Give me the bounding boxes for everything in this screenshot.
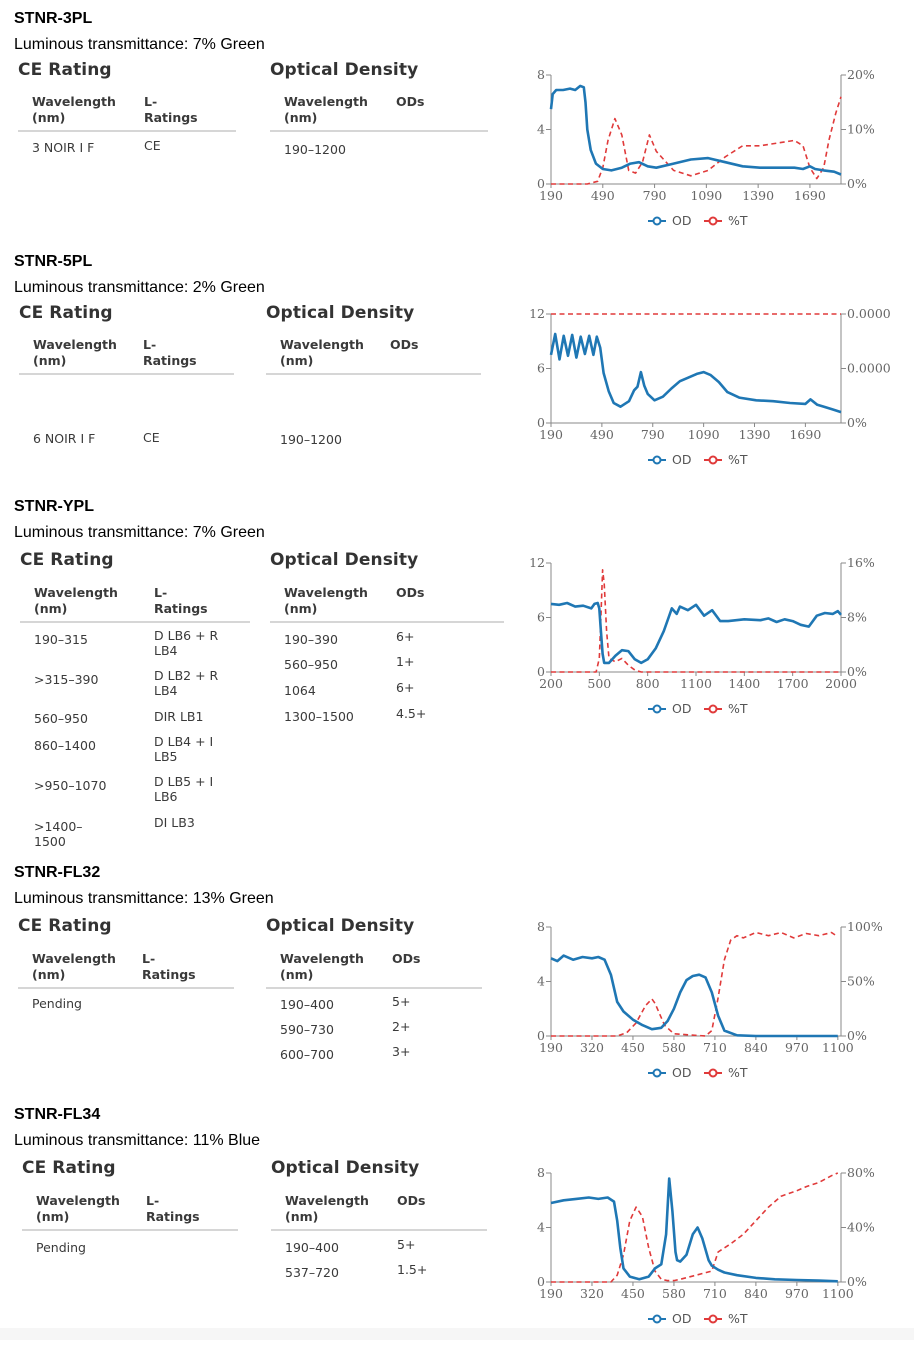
x-tick-label: 800 [635,676,660,691]
ce-cell-l-rating: DI LB3 [154,815,195,830]
x-tick-label: 970 [784,1040,809,1055]
ce-cell-wavelength: >950–1070 [34,778,107,793]
x-tick-label: 1090 [690,188,723,203]
od-cell-wavelength: 190–400 [285,1240,339,1255]
ce-cell-l-rating: D LB2 + R LB4 [154,668,219,698]
ce-col-wavelength: Wavelength (nm) [32,951,116,982]
y-tick-label-right: 0% [847,176,867,191]
od-cell-wavelength: 1300–1500 [284,709,354,724]
x-tick-label: 450 [621,1286,645,1301]
od-cell-wavelength: 537–720 [285,1265,339,1280]
y-tick-label-left: 4 [537,121,545,137]
y-tick-label-right: 0% [847,664,867,679]
transmittance-series-line [551,1173,838,1282]
x-tick-label: 840 [743,1286,768,1301]
optical-density-table [270,60,425,157]
x-tick-label: 790 [640,427,665,442]
od-cell-od-value: 4.5+ [396,706,427,721]
x-tick-label: 1400 [728,676,761,691]
y-tick-label-left: 8 [537,919,545,934]
od-cell-wavelength: 190–390 [284,632,338,647]
optical-density-heading: Optical Density [266,916,415,936]
table-divider [20,621,250,623]
x-tick-label: 2000 [825,676,857,691]
od-transmittance-chart [505,538,895,758]
table-divider [270,621,504,623]
ce-cell-wavelength: >1400–1500 [34,819,83,849]
ce-col-l-ratings: L-Ratings [143,337,197,368]
x-tick-label: 970 [784,1286,809,1301]
ce-cell-wavelength: 190–315 [34,632,88,647]
legend-od-label: OD [672,1311,692,1326]
x-tick-label: 840 [743,1040,768,1055]
table-divider [19,373,234,375]
legend-od-marker [654,218,661,225]
page-footer-strip [0,1328,914,1340]
y-tick-label-left: 0 [537,176,545,191]
od-col-ods: ODs [396,585,425,600]
product-name: STNR-3PL [14,10,93,27]
x-tick-label: 790 [642,188,667,203]
ce-col-wavelength: Wavelength (nm) [36,1193,120,1224]
y-tick-label-right: 100% [847,919,883,934]
ce-rating-table [18,60,198,155]
x-tick-label: 1390 [738,427,771,442]
ce-cell-wavelength: 6 NOIR I F [33,431,96,446]
optical-density-table [270,550,427,724]
transmittance-series-line [551,97,841,184]
legend-t-label: %T [728,213,748,228]
legend-t-marker [710,457,717,464]
legend-od-label: OD [672,701,692,716]
table-divider [270,130,488,132]
od-transmittance-chart [505,289,895,509]
od-cell-od-value: 3+ [392,1044,411,1059]
table-divider [266,987,482,989]
legend-t-marker [710,1070,717,1077]
od-col-wavelength: Wavelength (nm) [280,951,364,982]
x-tick-label: 190 [539,427,563,442]
ce-col-wavelength: Wavelength (nm) [34,585,118,616]
ce-rating-heading: CE Rating [22,1158,116,1178]
ce-cell-l-rating: DIR LB1 [154,709,204,724]
ce-col-l-ratings: L-Ratings [142,951,196,982]
ce-col-l-ratings: L-Ratings [154,585,208,616]
x-tick-label: 500 [587,676,612,691]
ce-rating-heading: CE Rating [18,60,112,80]
legend-t-label: %T [728,1065,748,1080]
luminous-transmittance: Luminous transmittance: 7% Green [14,36,265,53]
od-col-wavelength: Wavelength (nm) [280,337,364,368]
y-tick-label-right: 0% [847,1028,867,1043]
y-tick-label-right: 0.0000 [847,360,891,376]
y-tick-label-right: 40% [847,1219,875,1235]
luminous-transmittance: Luminous transmittance: 11% Blue [14,1132,261,1149]
legend-od-marker [654,457,661,464]
ce-cell-l-rating: CE [143,430,160,445]
y-tick-label-left: 8 [537,1165,545,1180]
legend-od-marker [654,1070,661,1077]
od-cell-od-value: 1.5+ [397,1262,428,1277]
od-series-line [551,86,841,175]
optical-density-table [266,916,421,1062]
y-tick-label-left: 0 [537,664,545,679]
x-tick-label: 320 [580,1040,604,1055]
legend-t-marker [710,1316,717,1323]
x-tick-label: 710 [702,1040,727,1055]
od-cell-od-value: 6+ [396,680,415,695]
x-tick-label: 1690 [794,188,826,203]
ce-cell-wavelength: 860–1400 [34,738,96,753]
x-tick-label: 190 [539,1040,563,1055]
od-cell-wavelength: 600–700 [280,1047,334,1062]
ce-rating-heading: CE Rating [20,550,114,570]
x-tick-label: 710 [702,1286,727,1301]
od-cell-wavelength: 190–1200 [280,432,342,447]
y-tick-label-right: 20% [847,67,875,82]
od-cell-od-value: 5+ [392,994,411,1009]
ce-cell-wavelength: 560–950 [34,711,88,726]
optical-density-table [271,1158,428,1280]
od-cell-wavelength: 590–730 [280,1022,334,1037]
table-divider [22,1229,238,1231]
ce-rating-table [18,916,196,1011]
x-tick-label: 1390 [742,188,775,203]
legend-t-label: %T [728,1311,748,1326]
y-tick-label-right: 8% [847,609,867,625]
y-tick-label-left: 6 [537,360,545,376]
y-tick-label-right: 50% [847,973,875,989]
y-tick-label-right: 80% [847,1165,875,1180]
y-tick-label-left: 12 [529,555,545,570]
ce-rating-heading: CE Rating [19,303,113,323]
legend-od-marker [654,1316,661,1323]
table-divider [266,373,481,375]
od-cell-wavelength: 190–400 [280,997,334,1012]
y-tick-label-right: 0% [847,415,867,430]
od-cell-wavelength: 1064 [284,683,316,698]
od-transmittance-chart [505,50,895,270]
od-series-line [551,603,841,663]
x-tick-label: 490 [590,188,615,203]
ce-cell-wavelength: Pending [32,996,82,1011]
od-series-line [551,1179,838,1282]
y-tick-label-left: 8 [537,67,545,82]
od-cell-od-value: 6+ [396,629,415,644]
x-tick-label: 1100 [680,676,712,691]
ce-cell-l-rating: D LB6 + R LB4 [154,628,219,658]
product-name: STNR-FL32 [14,864,101,881]
od-col-ods: ODs [397,1193,426,1208]
legend-t-label: %T [728,452,748,467]
legend-t-label: %T [728,701,748,716]
od-cell-od-value: 2+ [392,1019,411,1034]
y-tick-label-left: 0 [537,1028,545,1043]
y-tick-label-right: 0% [847,1274,867,1289]
table-divider [271,1229,487,1231]
ce-cell-wavelength: 3 NOIR I F [32,140,95,155]
legend-od-label: OD [672,1065,692,1080]
x-tick-label: 200 [539,676,563,691]
ce-rating-table [20,550,219,849]
ce-rating-heading: CE Rating [18,916,112,936]
legend-od-label: OD [672,213,692,228]
od-series-line [551,956,838,1036]
x-tick-label: 1690 [789,427,822,442]
od-series-line [551,334,841,412]
transmittance-series-line [551,933,838,1037]
od-cell-wavelength: 560–950 [284,657,338,672]
od-cell-od-value: 1+ [396,654,415,669]
ce-col-l-ratings: L-Ratings [144,94,198,125]
x-tick-label: 1090 [687,427,720,442]
legend-od-marker [654,706,661,713]
y-tick-label-left: 6 [537,609,545,625]
luminous-transmittance: Luminous transmittance: 13% Green [14,890,274,907]
od-col-ods: ODs [396,94,425,109]
od-cell-wavelength: 190–1200 [284,142,346,157]
optical-density-heading: Optical Density [270,60,419,80]
optical-density-heading: Optical Density [271,1158,420,1178]
ce-cell-l-rating: D LB4 + I LB5 [154,734,214,764]
ce-cell-l-rating: D LB5 + I LB6 [154,774,214,804]
y-tick-label-left: 0 [537,415,545,430]
ce-rating-table [19,303,197,446]
table-divider [18,130,236,132]
x-tick-label: 1700 [776,676,809,691]
y-tick-label-left: 0 [537,1274,545,1289]
x-tick-label: 1100 [821,1286,854,1301]
ce-rating-table [22,1158,200,1255]
od-cell-od-value: 5+ [397,1237,416,1252]
od-col-wavelength: Wavelength (nm) [284,94,368,125]
transmittance-series-line [551,570,841,672]
legend-t-marker [710,706,717,713]
x-tick-label: 190 [539,188,563,203]
optical-density-table [266,303,419,447]
y-tick-label-left: 12 [529,306,545,321]
x-tick-label: 580 [662,1286,686,1301]
optical-density-heading: Optical Density [266,303,415,323]
ce-cell-wavelength: Pending [36,1240,86,1255]
product-name: STNR-5PL [14,253,93,270]
od-col-wavelength: Wavelength (nm) [284,585,368,616]
ce-col-wavelength: Wavelength (nm) [33,337,117,368]
product-name: STNR-FL34 [14,1106,101,1123]
x-tick-label: 320 [580,1286,604,1301]
luminous-transmittance: Luminous transmittance: 7% Green [14,524,265,541]
ce-col-wavelength: Wavelength (nm) [32,94,116,125]
legend-od-label: OD [672,452,692,467]
x-tick-label: 1100 [821,1040,854,1055]
x-tick-label: 450 [621,1040,645,1055]
ce-cell-l-rating: CE [144,138,161,153]
ce-col-l-ratings: L-Ratings [146,1193,200,1224]
y-tick-label-right: 16% [847,555,875,570]
optical-density-heading: Optical Density [270,550,419,570]
od-transmittance-chart [505,902,895,1122]
y-tick-label-right: 0.0000 [847,306,891,321]
y-tick-label-left: 4 [537,973,545,989]
x-tick-label: 580 [662,1040,686,1055]
x-tick-label: 490 [589,427,614,442]
legend-t-marker [710,218,717,225]
od-col-ods: ODs [392,951,421,966]
od-col-wavelength: Wavelength (nm) [285,1193,369,1224]
x-tick-label: 190 [539,1286,563,1301]
product-name: STNR-YPL [14,498,94,515]
table-divider [18,987,234,989]
y-tick-label-right: 10% [847,121,875,137]
luminous-transmittance: Luminous transmittance: 2% Green [14,279,265,296]
y-tick-label-left: 4 [537,1219,545,1235]
ce-cell-wavelength: >315–390 [34,672,99,687]
od-col-ods: ODs [390,337,419,352]
